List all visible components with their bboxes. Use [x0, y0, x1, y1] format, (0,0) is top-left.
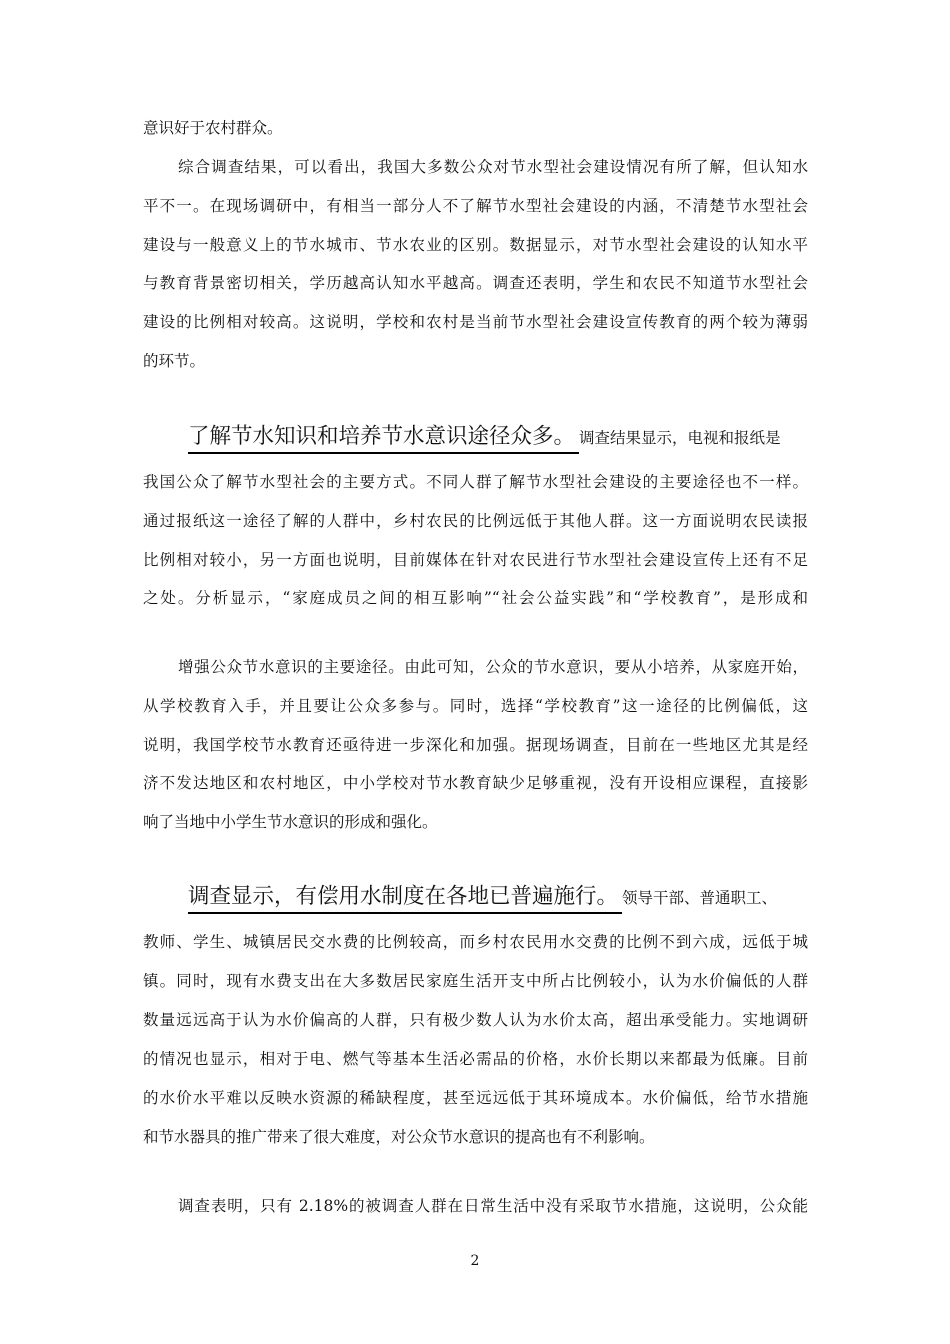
text-line: 增强公众节水意识的主要途径。由此可知，公众的节水意识，要从小培养，从家庭开始，	[178, 658, 808, 676]
section-heading: 了解节水知识和培养节水意识途径众多。	[188, 422, 579, 454]
text-line: 说明，我国学校节水教育还亟待进一步深化和加强。据现场调查，目前在一些地区尤其是经	[143, 736, 808, 754]
section-heading: 调查显示，有偿用水制度在各地已普遍施行。	[188, 882, 622, 914]
text-line: 镇。同时，现有水费支出在大多数居民家庭生活开支中所占比例较小，认为水价偏低的人群	[143, 972, 808, 990]
text-line: 建设的比例相对较高。这说明，学校和农村是当前节水型社会建设宣传教育的两个较为薄弱	[143, 313, 808, 331]
text-line: 比例相对较小，另一方面也说明，目前媒体在针对农民进行节水型社会建设宣传上还有不足	[143, 551, 808, 569]
text-line: 教师、学生、城镇居民交水费的比例较高，而乡村农民用水交费的比例不到六成，远低于城	[143, 933, 808, 951]
text-line: 数量远远高于认为水价偏高的人群，只有极少数人认为水价太高，超出承受能力。实地调研	[143, 1011, 808, 1029]
text-line: 调查表明，只有 2.18%的被调查人群在日常生活中没有采取节水措施，这说明，公众能	[178, 1197, 808, 1215]
text-line: 我国公众了解节水型社会的主要方式。不同人群了解节水型社会建设的主要途径也不一样。	[143, 473, 808, 491]
text-line: 响了当地中小学生节水意识的形成和强化。	[143, 813, 438, 831]
text-line: 建设与一般意义上的节水城市、节水农业的区别。数据显示，对节水型社会建设的认知水平	[143, 236, 808, 254]
text-line: 的水价水平难以反映水资源的稀缺程度，甚至远远低于其环境成本。水价偏低，给节水措施	[143, 1089, 808, 1107]
text-line: 之处。分析显示，“家庭成员之间的相互影响”“社会公益实践”和“学校教育”，是形成和	[143, 589, 808, 607]
text-line: 与教育背景密切相关，学历越高认知水平越高。调查还表明，学生和农民不知道节水型社会	[143, 274, 808, 292]
text-line: 的情况也显示，相对于电、燃气等基本生活必需品的价格，水价长期以来都最为低廉。目前	[143, 1050, 808, 1068]
text-line: 的环节。	[143, 352, 206, 370]
text-line: 平不一。在现场调研中，有相当一部分人不了解节水型社会建设的内涵，不清楚节水型社会	[143, 197, 808, 215]
text-line: 从学校教育入手，并且要让公众多参与。同时，选择“学校教育”这一途径的比例偏低，这	[143, 697, 808, 715]
heading-tail-text: 领导干部、普通职工、	[622, 889, 778, 907]
heading-tail-text: 调查结果显示，电视和报纸是	[579, 429, 781, 447]
text-line: 通过报纸这一途径了解的人群中，乡村农民的比例远低于其他人群。这一方面说明农民读报	[143, 512, 808, 530]
text-line: 综合调查结果，可以看出，我国大多数公众对节水型社会建设情况有所了解，但认知水	[178, 158, 808, 176]
section-heading-line	[188, 422, 808, 454]
text-line: 济不发达地区和农村地区，中小学校对节水教育缺少足够重视，没有开设相应课程，直接影	[143, 774, 808, 792]
text-line: 和节水器具的推广带来了很大难度，对公众节水意识的提高也有不利影响。	[143, 1128, 655, 1146]
section-heading-line	[188, 882, 808, 914]
text-line: 意识好于农村群众。	[143, 119, 283, 137]
page-number: 2	[470, 1253, 480, 1269]
